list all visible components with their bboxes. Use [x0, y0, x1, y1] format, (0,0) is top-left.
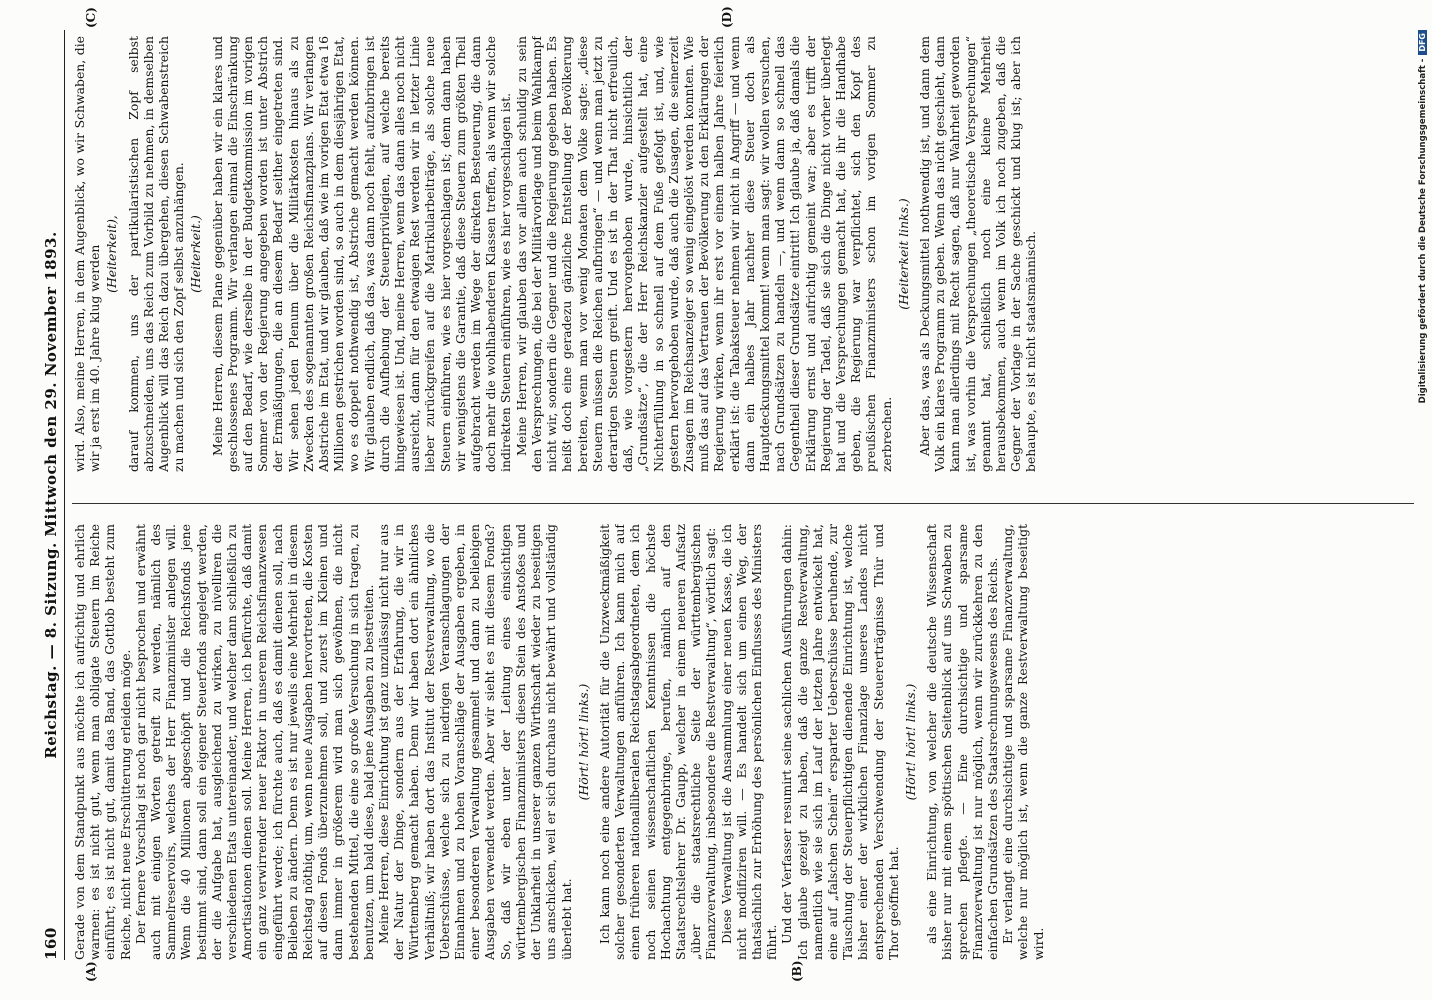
paragraph: Der fernere Vorschlag ist noch gar nicht besprochen und erwähnt auch mit einigen Worten getreift zu werden, nämlich des Sammelreservoirs, welches der Herr Finanzminister anlegen will. Wenn die 40 Millionen abgeschöpft und die Reichsfonds jene bestimmt sind, dann soll ein eigener Steuerfonds angelegt werden, der die Aufgabe hat, ausgleichend zu wirken, zu nivelliren die verschiedenen Etats untereinander, und welcher dann schließlich zu Amortisationen dienen soll. Meine Herren, ich befürchte, daß damit ein ganz verwirrender neuer Faktor in unserem Reichsfinanzwesen eingeführt werde; ich fürchte auch, daß es damit dienen soll, nach Belieben zu ändern. Denn es ist nur jeweils eine Mehrheit in diesem Reichstag nöthig, um, wenn neue Ausgaben hervortreten, die Kosten auf diesen Fonds überzunehmen soll, und zuerst im Kleinen und dann immer in größerem wird man sich gewöhnen, die nicht bestehenden Mittel, die eine so große Versuchung in sich tragen, zu benutzen, um bald diese, bald jene Ausgaben zu bestreiten. — [132, 524, 376, 960]
dfg-logo: DFG — [1418, 30, 1427, 55]
paragraph: darauf kommen, uns der partikularistischen Zopf selbst abzuschneiden, uns das Reich zum Vorbild zu nehmen, in demselben Augenblick will das Reich dazu übergehen, diesen Schwabenstreich zu machen und sich den Zopf selbst anzuhängen. — [125, 36, 187, 472]
interjection: (Heiterkeit links.) — [895, 198, 911, 310]
running-title: Reichstag. — 8. Sitzung. Mittwoch den 29. November 1893. — [42, 231, 60, 759]
paragraph: Er verlangt eine durchsichtige und sparsame Finanzverwaltung, welche nur möglich ist, wenn die ganze Restverwaltung beseitigt wird. — [1000, 524, 1046, 960]
paragraph: Diese Verwaltung ist die Ansammlung einer neuen Kasse, die ich nicht modifiziren will. — Es handelt sich um einen Weg, der thatsächlich zur Erhöhung des persönlichen Einflusses des Ministers führt. — [718, 524, 780, 960]
paragraph: Meine Herren, wir glauben das vor allem auch schuldig zu sein den Versprechungen, die bei der Militärvorlage und beim Wahlkampf nicht wir, sondern die Gegner und die Regierung gegeben haben. Es heißt doch eine geradezu gänzliche Entstellung der Bevölkerung bereiten, wenn man vor wenig Monaten dem Volke sagte: „diese Steuern müssen die Reichen aufbringen“ — und wenn man jetzt zu derartigen Steuern greift. Und es ist in der That nicht erfreulich, daß, wie vorgestern hervorgehoben wurde, hinsichtlich der „Grundsätze“, die der Herr Reichskanzler aufgestellt hat, eine Nichterfüllung in so schnell auf dem Fuße gefolgt ist, und, wie gestern hervorgehoben wurde, daß auch die Zusagen, die seinerzeit Zusagen im Reichsanzeiger so wenig eingelöst werden konnten. Wie muß das auf das Vertrauen der Bevölkerung zu den Erklärungen der Regierung wirken, wenn ihr erst vor einem halben Jahre feierlich erklärt ist: die Tabaksteuer nehmen wir nicht in Angriff — und wenn dann ein halbes Jahr nachher diese Steuer doch als Hauptdeckungsmittel kommt! wenn man sagt: wir wollen versuchen, nach Grundsätzen zu handeln —, und wenn dann so schnell das Gegentheil dieser Grundsätze eintritt! Ich glaube ja, daß damals die Erklärung ernst und aufrichtig gemeint war; aber es trifft der Regierung der Tadel, daß sie sich die Dinge nicht vorher überlegt hat und die Versprechungen gemacht hat, die ihr die Handhabe geben, die Regierung war verpflichtet, sich den Kopf des preußischen Finanzministers schon im vorigen Sommer zu zerbrechen. — [513, 36, 894, 472]
margin-marker-d: (D) — [720, 6, 734, 28]
column-divider — [72, 503, 1414, 504]
page-header — [40, 30, 65, 960]
left-text-column — [72, 524, 1414, 960]
interjection: (Hört! hört! links.) — [575, 683, 591, 801]
interjection: (Hört! hört! links.) — [902, 683, 918, 801]
interjection: (Heiterkeit.) — [188, 215, 204, 293]
margin-marker-c: (C) — [84, 7, 98, 28]
digitization-credit — [1418, 30, 1430, 960]
paragraph: Meine Herren, diese Einrichtung ist ganz unzulässig nicht nur aus der Natur der Dinge, sondern aus der Erfahrung, die wir in Württemberg gemacht haben. Denn wir haben dort ein ähnliches Verhältniß; wir haben dort das Institut der Restverwaltung, wo die Ueberschüsse, welche sich zu niedrigen Veranschlagungen der Einnahmen und zu hohen Voranschläge der Ausgaben ergeben, in einer besonderen Verwaltung gesammelt und dann zu beliebigen Ausgaben verwendet werden. Aber wir sieht es mit diesem Fonds? So, daß wir eben unter der Leitung eines einsichtigen württembergischen Finanzministers diesen Stein des Anstoßes und der Unklarheit in unserer ganzen Wirthschaft wieder zu beseitigen uns anschicken, weil er sich durchaus nicht bewährt und vollständig überlebt hat. — [376, 524, 574, 960]
paragraph: Ich kann noch eine andere Autorität für die Unzweckmäßigkeit solcher gesonderten Verwaltungen anführen. Ich kann mich auf einen früheren nationalliberalen Reichstagsabgeordneten, dem ich noch seinen wissenschaftlichen Kenntnissen die höchste Hochachtung entgegenbringe, berufen, nämlich auf den Staatsrechtslehrer Dr. Gaupp, welcher in einem neueren Aufsatz „über die staatsrechtliche Seite der württembergischen Finanzverwaltung, insbesondere die Restverwaltung“, wörtlich sagt: — [596, 524, 719, 960]
paragraph: als eine Einrichtung, von welcher die deutsche Wissenschaft bisher nur mit einem spöttischen Seitenblick auf uns Schwaben zu sprechen pflegte. — Eine durchsichtige und sparsame Finanzverwaltung ist nur möglich, wenn wir zurückkehren zu den einfachen Grundsätzen des Staatsrechnungswesens des Reichs. — [924, 524, 1000, 960]
margin-marker-a: (A) — [84, 961, 98, 982]
interjection: (Heiterkeit), — [104, 215, 120, 293]
paragraph: Und der Verfasser resumirt seine sachlichen Ausführungen dahin: Ich glaube gezeigt zu haben, daß die ganze Restverwaltung, namentlich wie sie sich im Lauf der letzten Jahre entwickelt hat, eine auf „falschen Schein“ ersparter Ueberschüsse beruhende, zur Täuschung der Steuerpflichtigen dienende Einrichtung ist, welche bisher einer der wirklichen Finanzlage unseres Landes nicht entsprechenden Verschwendung der Steuererträgnisse Thür und Thor geöffnet hat. — [779, 524, 901, 960]
credit-text: Digitalisierung gefördert durch die Deutsche Forschungsgemeinschaft - — [1418, 58, 1428, 404]
paragraph: wird. Also, meine Herren, in dem Augenblick, wo wir Schwaben, die wir ja erst im 40. Jahre klug werden — [72, 36, 103, 472]
paragraph: Gerade von dem Standpunkt aus möchte ich aufrichtig und ehrlich warnen: es ist nicht gut, wenn man obligate Steuern im Reiche einführt; es ist nicht gut, damit das Band, das Gottlob besteht zum Reiche, nicht neue Erschütterung erleiden möge. — [72, 524, 133, 960]
page-number: 160 — [42, 927, 60, 960]
paragraph: Aber das, was als Deckungsmittel nothwendig ist, und dann dem Volk ein klares Programm zu geben. Wenn das nicht geschieht, dann kann man allerdings mit Recht sagen, daß nur Wahrheit geworden ist, was vorhin die Versprechungen „theoretische Versprechungen“ genannt hat, schließlich noch eine kleine Mehrheit herausbekommen, auch wenn im Volk ich noch zugeben, daß die Gegner der Vorlage in der Sache geschickt und klug ist; aber ich behaupte, es ist nicht staatsmännisch. — [916, 36, 1039, 472]
paragraph: Meine Herren, diesem Plane gegenüber haben wir ein klares und geschlossenes Programm. Wir verlangen einmal die Einschränkung auf den Bedarf, wie derselbe in der Budgetkommission im vorigen Sommer von der Regierung angegeben worden ist unter Abstrich der Ermäßigungen, die an diesem Bedarf seither eingetreten sind. Wir sehen jeden Plenum über die Militärkosten hinaus als zu Zwecken des sogenannten großen Reichsfinanzplans. Wir verlangen Abstriche im Etat, und wir glauben, daß wie im vorigen Etat etwa 16 Millionen gestrichen worden sind, so auch in dem diesjährigen Etat, wo es doppelt nothwendig ist, Abstriche gemacht werden können. Wir glauben endlich, daß das, was dann noch fehlt, aufzubringen ist durch die Aufhebung der Steuerprivilegien, auf welche bereits hingewiesen ist. Und, meine Herren, wenn das dann alles noch nicht ausreicht, dann für den etwaigen Rest werden wir in letzter Linie lieber zurückgreifen auf die Matrikularbeiträge, als solche neue Steuern einführen, wie es hier vorgeschlagen ist; denn dann haben wir wenigstens die Garantie, daß diese Steuern zum größten Theil aufgebracht werden im Wege der direkten Besteuerung, die dann doch mehr die wohlhabenderen Klassen treffen, als wenn wir solche indirekten Steuern einführen, wie es hier vorgeschlagen ist. — [209, 36, 514, 472]
margin-marker-b: (B) — [790, 960, 804, 982]
right-text-column — [72, 36, 1414, 472]
